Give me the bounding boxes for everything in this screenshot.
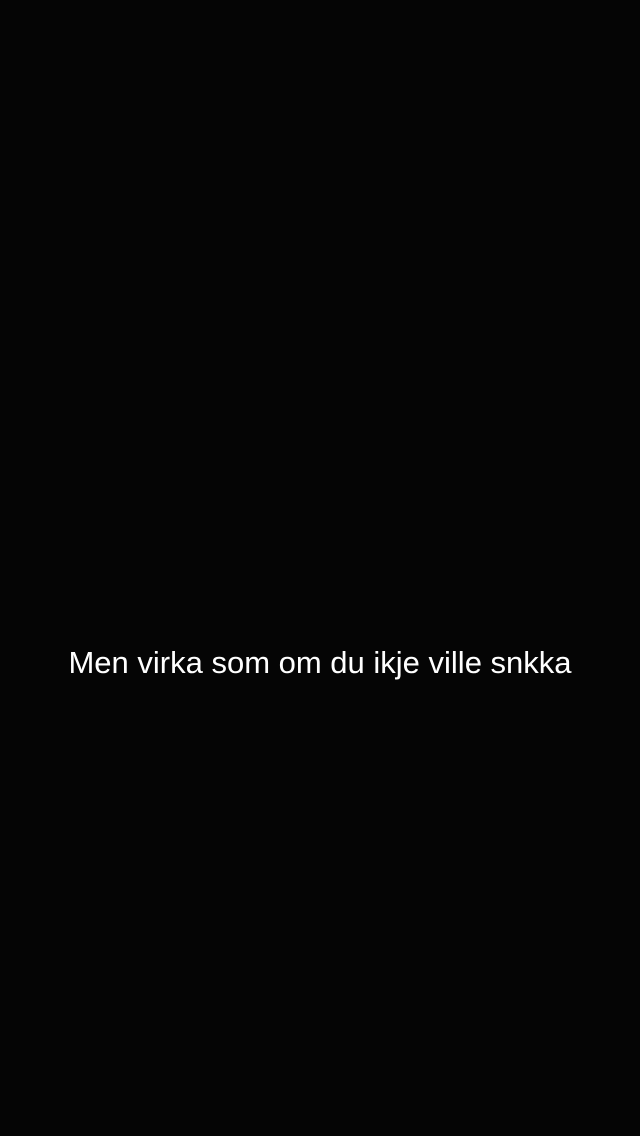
snap-caption: Men virka som om du ikje ville snkka: [68, 645, 572, 680]
